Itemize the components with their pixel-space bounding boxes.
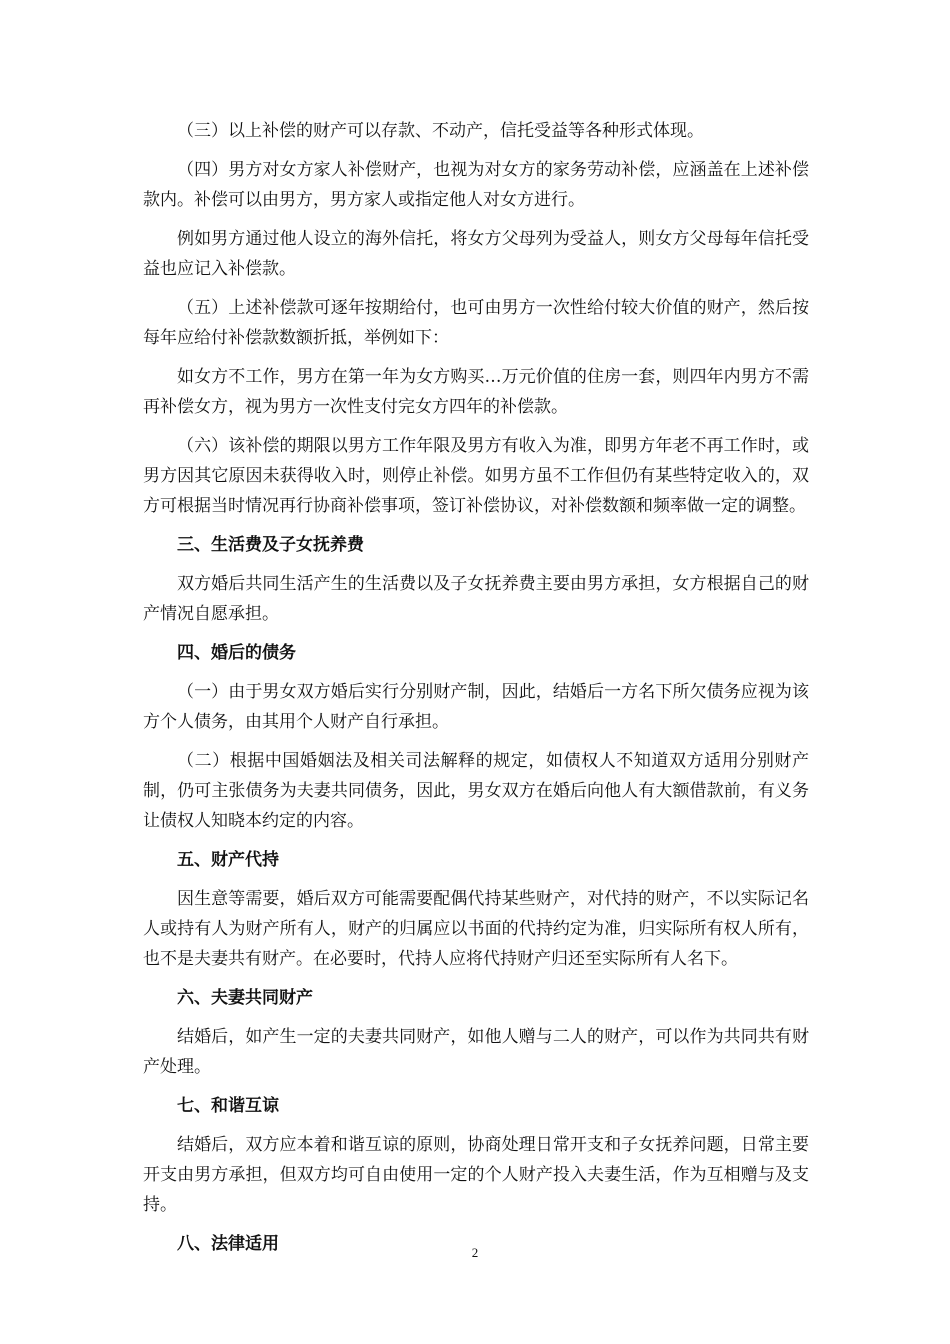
paragraph: 双方婚后共同生活产生的生活费以及子女抚养费主要由男方承担，女方根据自己的财产情况自愿承担。 xyxy=(143,574,809,624)
section-heading: 三、生活费及子女抚养费 xyxy=(177,535,364,555)
paragraph: （三）以上补偿的财产可以存款、不动产，信托受益等各种形式体现。 xyxy=(177,121,704,141)
paragraph: （五）上述补偿款可逐年按期给付，也可由男方一次性给付较大价值的财产，然后按每年应给付补偿款数额折抵，举例如下： xyxy=(143,298,809,348)
section-heading: 四、婚后的债务 xyxy=(177,643,296,663)
paragraph: 因生意等需要，婚后双方可能需要配偶代持某些财产，对代持的财产，不以实际记名人或持有人为财产所有人，财产的归属应以书面的代持约定为准，归实际所有权人所有，也不是夫妻共有财产。在必要时，代持人应将代持财产归还至实际所有人名下。 xyxy=(143,889,809,969)
paragraph: （一）由于男女双方婚后实行分别财产制，因此，结婚后一方名下所欠债务应视为该方个人债务，由其用个人财产自行承担。 xyxy=(143,682,809,732)
paragraph: （六）该补偿的期限以男方工作年限及男方有收入为准，即男方年老不再工作时，或男方因其它原因未获得收入时，则停止补偿。如男方虽不工作但仍有某些特定收入的，双方可根据当时情况再行协商补偿事项，签订补偿协议，对补偿数额和频率做一定的调整。 xyxy=(143,436,809,516)
paragraph: 结婚后，如产生一定的夫妻共同财产，如他人赠与二人的财产，可以作为共同共有财产处理。 xyxy=(143,1027,809,1077)
section-heading: 五、财产代持 xyxy=(177,850,279,870)
page-number: 2 xyxy=(471,1245,479,1260)
section-heading: 七、和谐互谅 xyxy=(177,1096,279,1116)
paragraph: 例如男方通过他人设立的海外信托，将女方父母列为受益人，则女方父母每年信托受益也应记入补偿款。 xyxy=(143,229,809,279)
section-heading: 六、夫妻共同财产 xyxy=(177,988,313,1008)
paragraph: 如女方不工作，男方在第一年为女方购买…万元价值的住房一套，则四年内男方不需再补偿女方，视为男方一次性支付完女方四年的补偿款。 xyxy=(143,367,809,417)
document-body xyxy=(143,116,809,1268)
paragraph: （四）男方对女方家人补偿财产，也视为对女方的家务劳动补偿，应涵盖在上述补偿款内。补偿可以由男方，男方家人或指定他人对女方进行。 xyxy=(143,160,809,210)
paragraph: 结婚后，双方应本着和谐互谅的原则，协商处理日常开支和子女抚养问题，日常主要开支由男方承担，但双方均可自由使用一定的个人财产投入夫妻生活，作为互相赠与及支持。 xyxy=(143,1135,809,1215)
section-heading: 八、法律适用 xyxy=(177,1234,279,1254)
paragraph: （二）根据中国婚姻法及相关司法解释的规定，如债权人不知道双方适用分别财产制，仍可主张债务为夫妻共同债务，因此，男女双方在婚后向他人有大额借款前，有义务让债权人知晓本约定的内容。 xyxy=(143,751,809,831)
